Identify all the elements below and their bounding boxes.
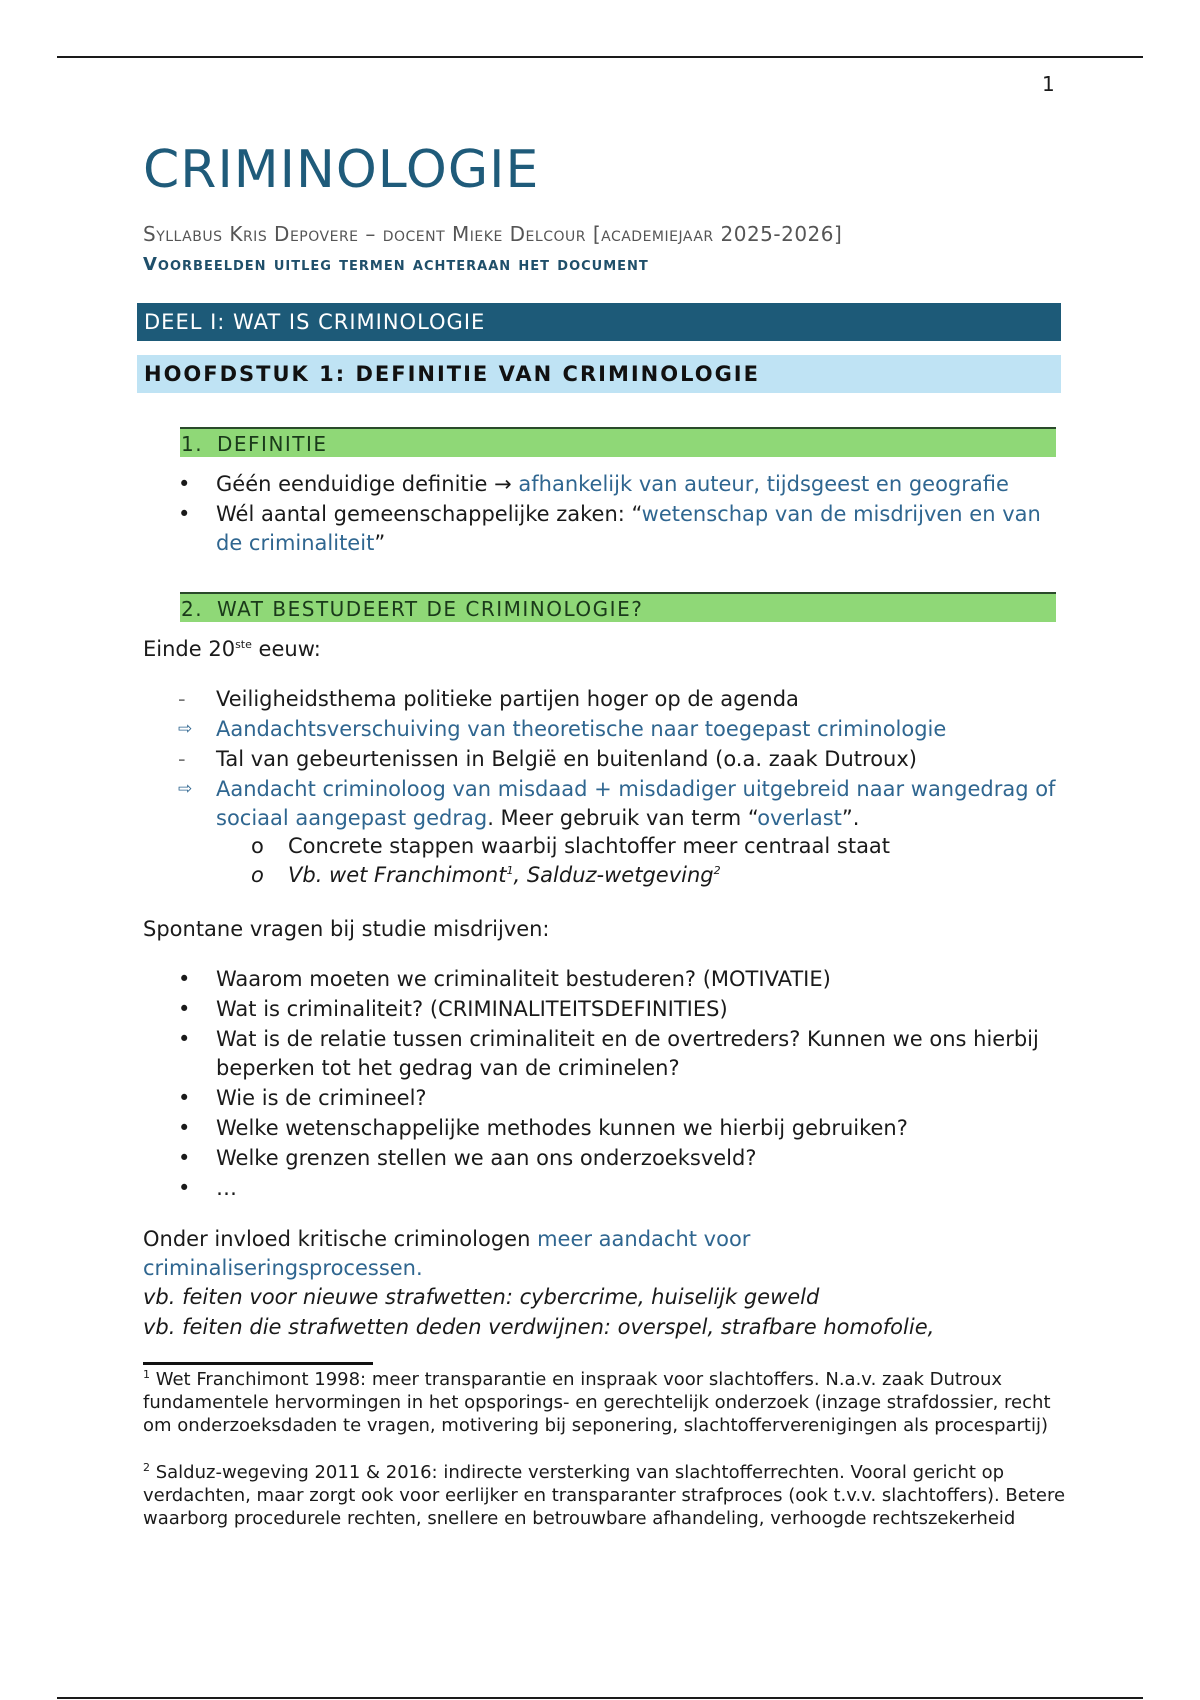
- list-item: - Veiligheidsthema politieke partijen hoger op de agenda: [143, 685, 1072, 714]
- sub-list: [143, 832, 1068, 890]
- bullet-icon: •: [178, 1116, 191, 1140]
- dash-icon: -: [178, 747, 186, 771]
- footnote-ref[interactable]: 1: [506, 864, 514, 877]
- chapter-heading: HOOFDSTUK 1: DEFINITIE VAN CRIMINOLOGIE: [137, 355, 1061, 393]
- list-item: • Wél aantal gemeenschappelijke zaken: “wetenschap van de misdrijven en van de criminaliteit”: [178, 502, 1041, 555]
- list-item: - Tal van gebeurtenissen in België en buitenland (o.a. zaak Dutroux): [143, 745, 1072, 774]
- questions-intro: Spontane vragen bij studie misdrijven:: [143, 917, 550, 941]
- list-item: ⇨ Aandachtsverschuiving van theoretische naar toegepast criminologie: [143, 715, 1072, 744]
- dash-icon: -: [178, 687, 186, 711]
- page-number: 1: [1042, 72, 1055, 96]
- list-item: • Welke wetenschappelijke methodes kunnen we hierbij gebruiken?: [143, 1114, 1072, 1143]
- list-item: o Concrete stappen waarbij slachtoffer meer centraal staat: [143, 832, 1068, 861]
- list-item: • Wie is de crimineel?: [143, 1084, 1072, 1113]
- trend-list: [143, 685, 1072, 834]
- list-item: o Vb. wet Franchimont$^1$, Salduz-wetgeving$^2$: [143, 861, 1068, 890]
- arrow-icon: ⇨: [178, 779, 193, 799]
- section-label: DEFINITIE: [217, 432, 328, 456]
- bullet-icon: •: [178, 1176, 191, 1200]
- section-number: 2.: [181, 597, 204, 621]
- circle-bullet-icon: o: [251, 863, 264, 887]
- list-item: • …: [143, 1174, 1072, 1203]
- bullet-icon: •: [178, 502, 191, 526]
- closing-paragraph: Onder invloed kritische criminologen meer aandacht voor criminaliseringsprocessen.: [143, 1227, 751, 1280]
- footnote-1: $^1$ Wet Franchimont 1998: meer transparantie en inspraak voor slachtoffers. N.a.v. zaak Dutroux fundamentele hervormingen in het opsporings- en gerechtelijk onderzoek (inzage strafdossier, recht om onderzoeksdaden te vragen, motivering bij seponering, slachtofferverenigingen als procespartij): [143, 1368, 1051, 1436]
- list-item: • Géén eenduidige definitie → afhankelijk van auteur, tijdsgeest en geografie: [143, 470, 1072, 499]
- document-subtitle: Syllabus Kris Depovere – docent Mieke Delcour [academiejaar 2025-2026]: [143, 222, 843, 246]
- header-rule: [57, 56, 1143, 58]
- list-item: • Waarom moeten we criminaliteit bestuderen? (MOTIVATIE): [143, 965, 1072, 994]
- footer-rule: [57, 1697, 1143, 1699]
- section-heading-definitie: [180, 427, 1056, 457]
- arrow-icon: ⇨: [178, 719, 193, 739]
- bullet-icon: •: [178, 997, 191, 1021]
- list-item: • Welke grenzen stellen we aan ons onderzoeksveld?: [143, 1144, 1072, 1173]
- bullet-icon: •: [178, 1086, 191, 1110]
- list-item: ⇨ Aandacht criminoloog van misdaad + misdadiger uitgebreid naar wangedrag of sociaal aangepast gedrag. Meer gebruik van term “overlast”.: [178, 777, 1056, 830]
- example-line: vb. feiten die strafwetten deden verdwijnen: overspel, strafbare homofolie,: [143, 1315, 935, 1339]
- document-note: Voorbeelden uitleg termen achteraan het document: [143, 254, 649, 275]
- footnote-2: $^2$ Salduz-wegeving 2011 & 2016: indirecte versterking van slachtofferrechten. Vooral gericht op verdachten, maar zorgt ook voor eerlijker en transparanter strafproces (ook t.v.v. slachtoffers). Betere waarborg procedurele rechten, snellere en betrouwbare afhandeling, verhoogde rechtszekerheid: [143, 1461, 1066, 1529]
- part-heading: DEEL I: WAT IS CRIMINOLOGIE: [137, 303, 1061, 341]
- footnote-separator: [143, 1362, 373, 1365]
- section-number: 1.: [181, 432, 204, 456]
- bullet-icon: •: [178, 1146, 191, 1170]
- example-line: vb. feiten voor nieuwe strafwetten: cybercrime, huiselijk geweld: [143, 1285, 820, 1309]
- document-title: CRIMINOLOGIE: [143, 140, 540, 200]
- section-heading-wat-bestudeert: [180, 592, 1056, 622]
- arrow-icon: →: [494, 472, 512, 496]
- section-intro: Einde 20ste eeuw:: [143, 637, 321, 661]
- list-item: • Wat is criminaliteit? (CRIMINALITEITSDEFINITIES): [143, 995, 1072, 1024]
- bullet-icon: •: [178, 1027, 191, 1051]
- footnote-ref[interactable]: 2: [713, 864, 721, 877]
- section-label: WAT BESTUDEERT DE CRIMINOLOGIE?: [217, 597, 644, 621]
- questions-list: [143, 965, 1072, 1204]
- list-item: • Wat is de relatie tussen criminaliteit en de overtreders? Kunnen we ons hierbij beperken tot het gedrag van de criminelen?: [178, 1027, 1039, 1080]
- circle-bullet-icon: o: [251, 834, 264, 858]
- bullet-icon: •: [178, 472, 191, 496]
- bullet-icon: •: [178, 967, 191, 991]
- definition-list: [143, 470, 1072, 559]
